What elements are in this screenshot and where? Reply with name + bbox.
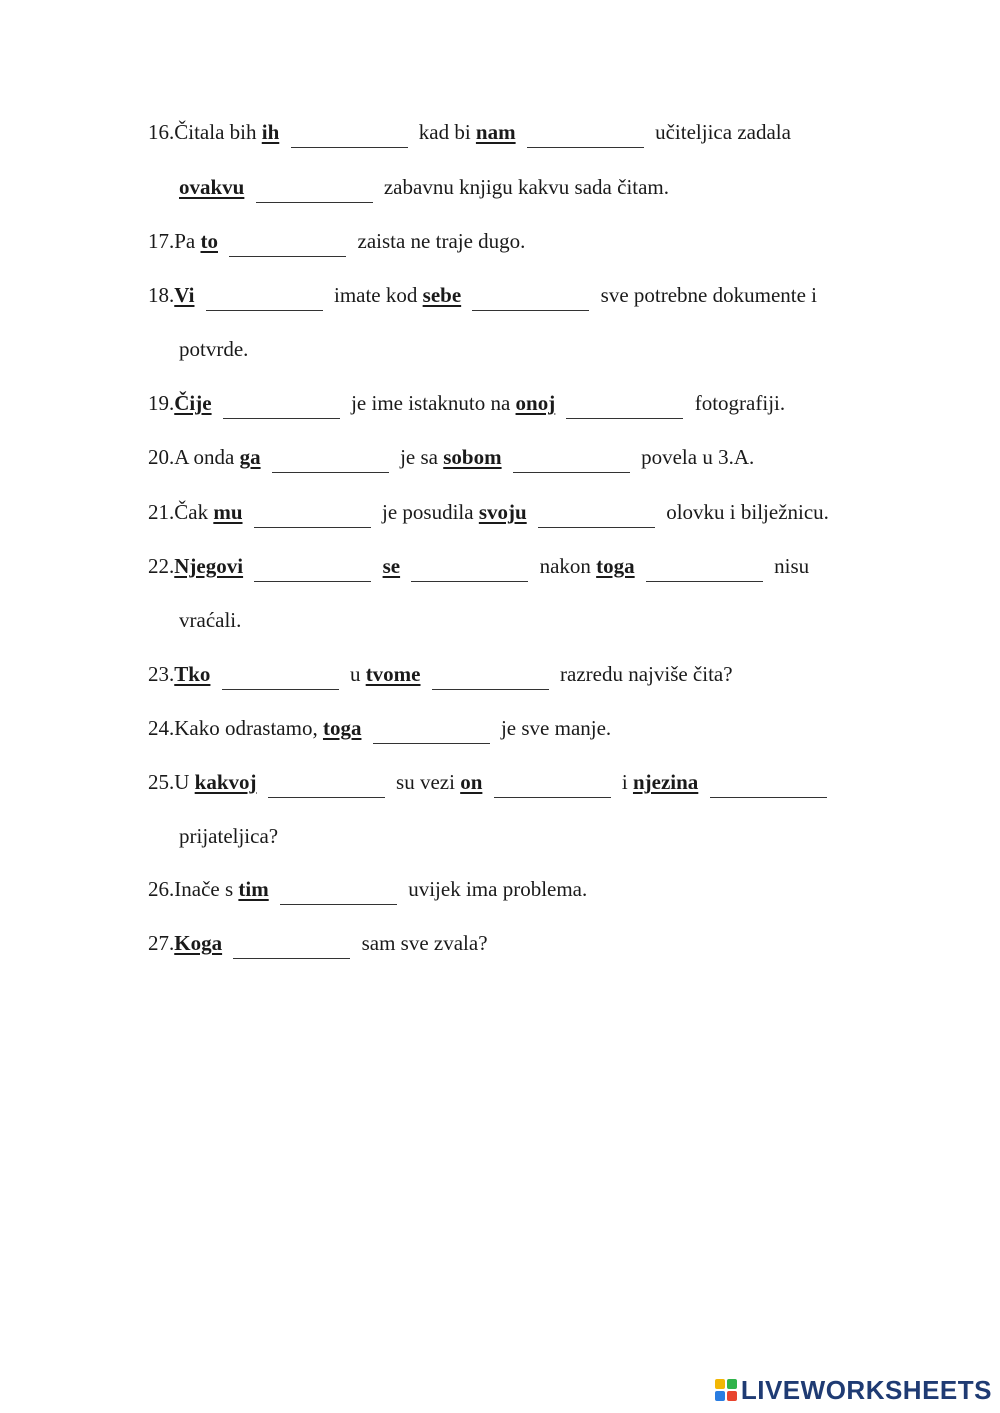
logo-text: LIVEWORKSHEETS xyxy=(740,1374,992,1405)
keyword-pronoun: sebe xyxy=(422,283,462,307)
keyword-pronoun: ovakvu xyxy=(179,175,245,199)
sentence-text: fotografiji. xyxy=(689,391,786,415)
sentence-line xyxy=(148,874,587,904)
sentence-text: 19. xyxy=(148,391,175,415)
answer-blank[interactable] xyxy=(256,182,373,203)
keyword-pronoun: ih xyxy=(261,120,280,144)
sentence-text: 25.U xyxy=(148,770,195,794)
answer-blank[interactable] xyxy=(411,561,528,582)
sentence-text: je sve manje. xyxy=(495,716,612,740)
keyword-pronoun: Koga xyxy=(174,931,223,955)
keyword-pronoun: mu xyxy=(213,500,243,524)
answer-blank[interactable] xyxy=(472,290,589,311)
logo-square xyxy=(715,1391,725,1401)
sentence-text: sve potrebne dokumente i xyxy=(595,283,817,307)
keyword-pronoun: Njegovi xyxy=(174,554,244,578)
sentence-line xyxy=(148,117,791,147)
keyword-pronoun: toga xyxy=(322,716,362,740)
keyword-pronoun: se xyxy=(382,554,401,578)
answer-blank[interactable] xyxy=(513,452,630,473)
sentence-line xyxy=(148,551,809,581)
answer-blank[interactable] xyxy=(254,507,371,528)
sentence-text: zaista ne traje dugo. xyxy=(352,229,526,253)
keyword-pronoun: tim xyxy=(238,877,269,901)
sentence-text: su vezi xyxy=(390,770,461,794)
sentence-text: uvijek ima problema. xyxy=(402,877,588,901)
sentence-text: i xyxy=(616,770,633,794)
sentence-text: 16.Čitala bih xyxy=(148,120,262,144)
logo-square xyxy=(727,1391,737,1401)
sentence-text: razredu najviše čita? xyxy=(554,662,733,686)
sentence-line xyxy=(179,172,669,202)
answer-blank[interactable] xyxy=(233,938,350,959)
sentence-text: prijateljica? xyxy=(179,824,279,848)
answer-blank[interactable] xyxy=(291,127,408,148)
sentence-line xyxy=(148,226,525,256)
sentence-text: je ime istaknuto na xyxy=(345,391,516,415)
answer-blank[interactable] xyxy=(373,723,490,744)
logo-grid-icon xyxy=(715,1379,737,1401)
answer-blank[interactable] xyxy=(538,507,655,528)
answer-blank[interactable] xyxy=(223,398,340,419)
sentence-line xyxy=(148,388,785,418)
keyword-pronoun: kakvoj xyxy=(194,770,257,794)
keyword-pronoun: Vi xyxy=(174,283,195,307)
sentence-text: kad bi xyxy=(413,120,476,144)
answer-blank[interactable] xyxy=(268,777,385,798)
sentence-text: povela u 3.A. xyxy=(635,445,755,469)
keyword-pronoun: Čije xyxy=(174,391,212,415)
liveworksheets-logo xyxy=(715,1375,992,1405)
sentence-text: je posudila xyxy=(376,500,479,524)
sentence-text: zabavnu knjigu kakvu sada čitam. xyxy=(378,175,670,199)
sentence-text: 23. xyxy=(148,662,175,686)
answer-blank[interactable] xyxy=(229,236,346,257)
sentence-line xyxy=(179,605,241,635)
sentence-text: nisu xyxy=(768,554,810,578)
sentence-line xyxy=(148,767,833,797)
sentence-line xyxy=(148,659,733,689)
sentence-text: 17.Pa xyxy=(148,229,201,253)
sentence-text: u xyxy=(344,662,366,686)
keyword-pronoun: onoj xyxy=(515,391,556,415)
keyword-pronoun: svoju xyxy=(478,500,527,524)
keyword-pronoun: on xyxy=(460,770,483,794)
keyword-pronoun: njezina xyxy=(632,770,699,794)
sentence-line xyxy=(179,821,278,851)
sentence-text: 22. xyxy=(148,554,175,578)
sentence-line xyxy=(148,713,611,743)
answer-blank[interactable] xyxy=(254,561,371,582)
answer-blank[interactable] xyxy=(222,669,339,690)
sentence-text: 18. xyxy=(148,283,175,307)
sentence-text: imate kod xyxy=(328,283,423,307)
sentence-text: 27. xyxy=(148,931,175,955)
keyword-pronoun: Tko xyxy=(174,662,211,686)
sentence-text: nakon xyxy=(534,554,597,578)
sentence-text: olovku i bilježnicu. xyxy=(660,500,829,524)
keyword-pronoun: ga xyxy=(239,445,261,469)
answer-blank[interactable] xyxy=(494,777,611,798)
sentence-text: sam sve zvala? xyxy=(356,931,488,955)
sentence-text: vraćali. xyxy=(179,608,242,632)
sentence-line xyxy=(179,334,248,364)
keyword-pronoun: tvome xyxy=(365,662,421,686)
answer-blank[interactable] xyxy=(527,127,644,148)
keyword-pronoun: nam xyxy=(475,120,516,144)
keyword-pronoun: toga xyxy=(596,554,635,578)
answer-blank[interactable] xyxy=(272,452,389,473)
logo-square xyxy=(727,1379,737,1389)
sentence-text: 21.Čak xyxy=(148,500,214,524)
keyword-pronoun: sobom xyxy=(443,445,502,469)
sentence-line xyxy=(148,928,488,958)
sentence-text: je sa xyxy=(394,445,444,469)
answer-blank[interactable] xyxy=(566,398,683,419)
sentence-line xyxy=(148,442,754,472)
sentence-text: 24.Kako odrastamo, xyxy=(148,716,323,740)
answer-blank[interactable] xyxy=(710,777,827,798)
keyword-pronoun: to xyxy=(200,229,218,253)
answer-blank[interactable] xyxy=(646,561,763,582)
answer-blank[interactable] xyxy=(206,290,323,311)
answer-blank[interactable] xyxy=(280,884,397,905)
sentence-text: 20.A onda xyxy=(148,445,240,469)
sentence-text: potvrde. xyxy=(179,337,249,361)
sentence-line xyxy=(148,497,829,527)
answer-blank[interactable] xyxy=(432,669,549,690)
sentence-text: 26.Inače s xyxy=(148,877,239,901)
logo-square xyxy=(715,1379,725,1389)
sentence-line xyxy=(148,280,817,310)
sentence-text: učiteljica zadala xyxy=(649,120,791,144)
